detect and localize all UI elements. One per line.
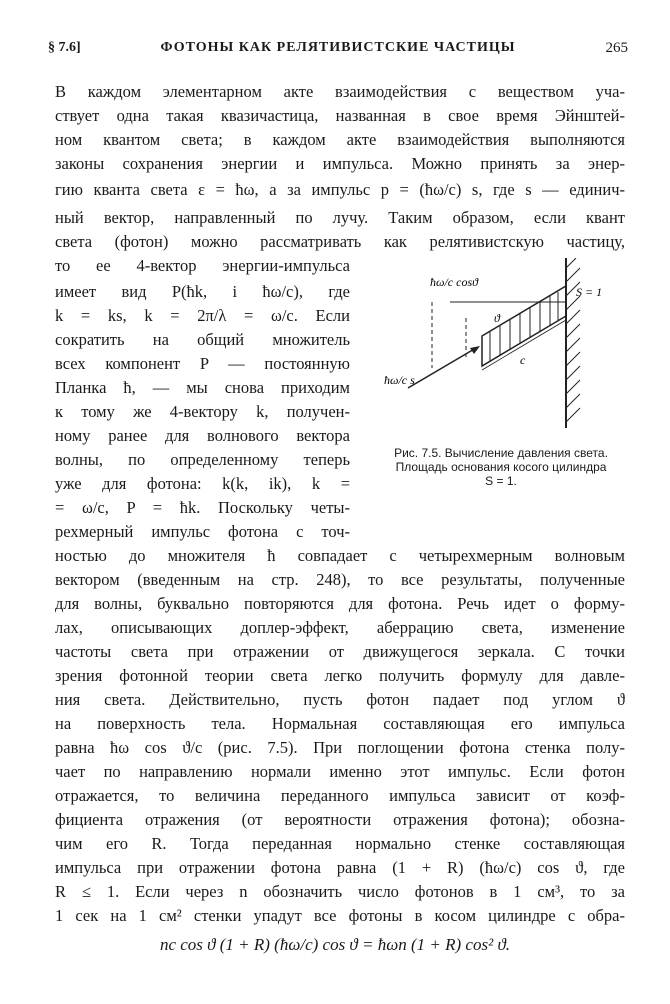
text-line: k = ks, k = 2π/λ = ω/c. Если <box>55 306 350 325</box>
label-theta: ϑ <box>494 311 500 325</box>
text-line: законы сохранения энергии и импульса. Можно принять за энер- <box>55 154 625 173</box>
label-bottom: ħω/c s <box>384 373 415 387</box>
text-line: ному ранее для волнового вектора <box>55 426 350 445</box>
text-line: равна ħω cos ϑ/c (рис. 7.5). При поглощении фотона стенка полу- <box>55 738 625 757</box>
text-line: гию кванта света ε = ħω, а за импульс p = (ħω/c) s, где s — единич- <box>55 180 625 199</box>
caption-line: Площадь основания косого цилиндра <box>395 460 607 474</box>
page-number: 265 <box>605 40 628 56</box>
caption-line: Рис. 7.5. Вычисление давления света. <box>394 446 608 460</box>
text-line: Планка ħ, — мы снова приходим <box>55 378 350 397</box>
text-line: зрения фотонной теории света легко получить формулу для давле- <box>55 666 625 685</box>
label-c: c <box>520 353 526 367</box>
text-line: для волны, буквально повторяются для фотона. Речь идет о форму- <box>55 594 625 613</box>
running-title: ФОТОНЫ КАК РЕЛЯТИВИСТСКИЕ ЧАСТИЦЫ <box>160 40 516 55</box>
text-line: чает по направлению нормали именно этот импульс. Если фотон <box>55 762 625 781</box>
label-s: S = 1 <box>576 285 603 299</box>
text-line: сократить на общий множитель <box>55 330 350 349</box>
text-line: импульса при отражении фотона равна (1 + R) (ħω/c) cos ϑ, где <box>55 858 625 877</box>
text-line: ный вектор, направленный по лучу. Таким образом, если квант <box>55 208 625 227</box>
text-line: ном квантом света; в каждом акте взаимодействия выполняются <box>55 130 625 149</box>
display-formula: nc cos ϑ (1 + R) (ħω/c) cos ϑ = ħωn (1 + R) cos² ϑ. <box>159 935 511 954</box>
text-line: к тому же 4-вектору k, получен- <box>55 402 350 421</box>
text-line: волны, по определенному теперь <box>55 450 350 469</box>
text-line: ствует одна такая квазичастица, названная в свое время Эйнштей- <box>55 106 625 125</box>
text-line: лах, описывающих доплер-эффект, аберрацию света, изменение <box>55 618 625 637</box>
arrow-head <box>470 346 480 354</box>
text-line: чим его R. Тогда переданная нормально стенке составляющая <box>55 834 625 853</box>
page-header <box>48 40 628 62</box>
text-line: 1 сек на 1 см² стенки упадут все фотоны в косом цилиндре с обра- <box>55 906 625 925</box>
text-line: частоты света при отражении от движущегося зеркала. С точки <box>55 642 625 661</box>
text-line: имеет вид P(ħk, i ħω/c), где <box>55 282 350 301</box>
text-line: то ее 4-вектор энергии-импульса <box>55 256 350 275</box>
caption-line: S = 1. <box>485 474 517 488</box>
text-line: на поверхность тела. Нормальная составляющая его импульса <box>55 714 625 733</box>
figure-7-5 <box>370 258 630 443</box>
section-number: § 7.6] <box>48 40 81 55</box>
label-top: ħω/c cosϑ <box>430 275 479 289</box>
wall-hatching <box>566 258 580 422</box>
text-line: рехмерный импульс фотона с точ- <box>55 522 350 541</box>
text-line: уже для фотона: k(k, ik), k = <box>55 474 350 493</box>
figure-caption <box>370 446 632 488</box>
text-line: отражается, то величина переданного импульса зависит от коэф- <box>55 786 625 805</box>
text-line: В каждом элементарном акте взаимодействия с веществом уча- <box>55 82 625 101</box>
text-line: ностью до множителя ħ совпадает с четырехмерным волновым <box>55 546 625 565</box>
text-line: фициента отражения (от вероятности отражения фотона); обозна- <box>55 810 625 829</box>
text-line: вектором (введенным на стр. 248), то все результаты, полученные <box>55 570 625 589</box>
text-line: R ≤ 1. Если через n обозначить число фотонов в 1 см³, то за <box>55 882 625 901</box>
text-line: всех компонент P — постоянную <box>55 354 350 373</box>
text-line: света (фотон) можно рассматривать как релятивистскую частицу, <box>55 232 625 251</box>
text-line: = ω/c, P = ħk. Поскольку четы- <box>55 498 350 517</box>
text-line: ния света. Действительно, пусть фотон падает под углом ϑ <box>55 690 625 709</box>
